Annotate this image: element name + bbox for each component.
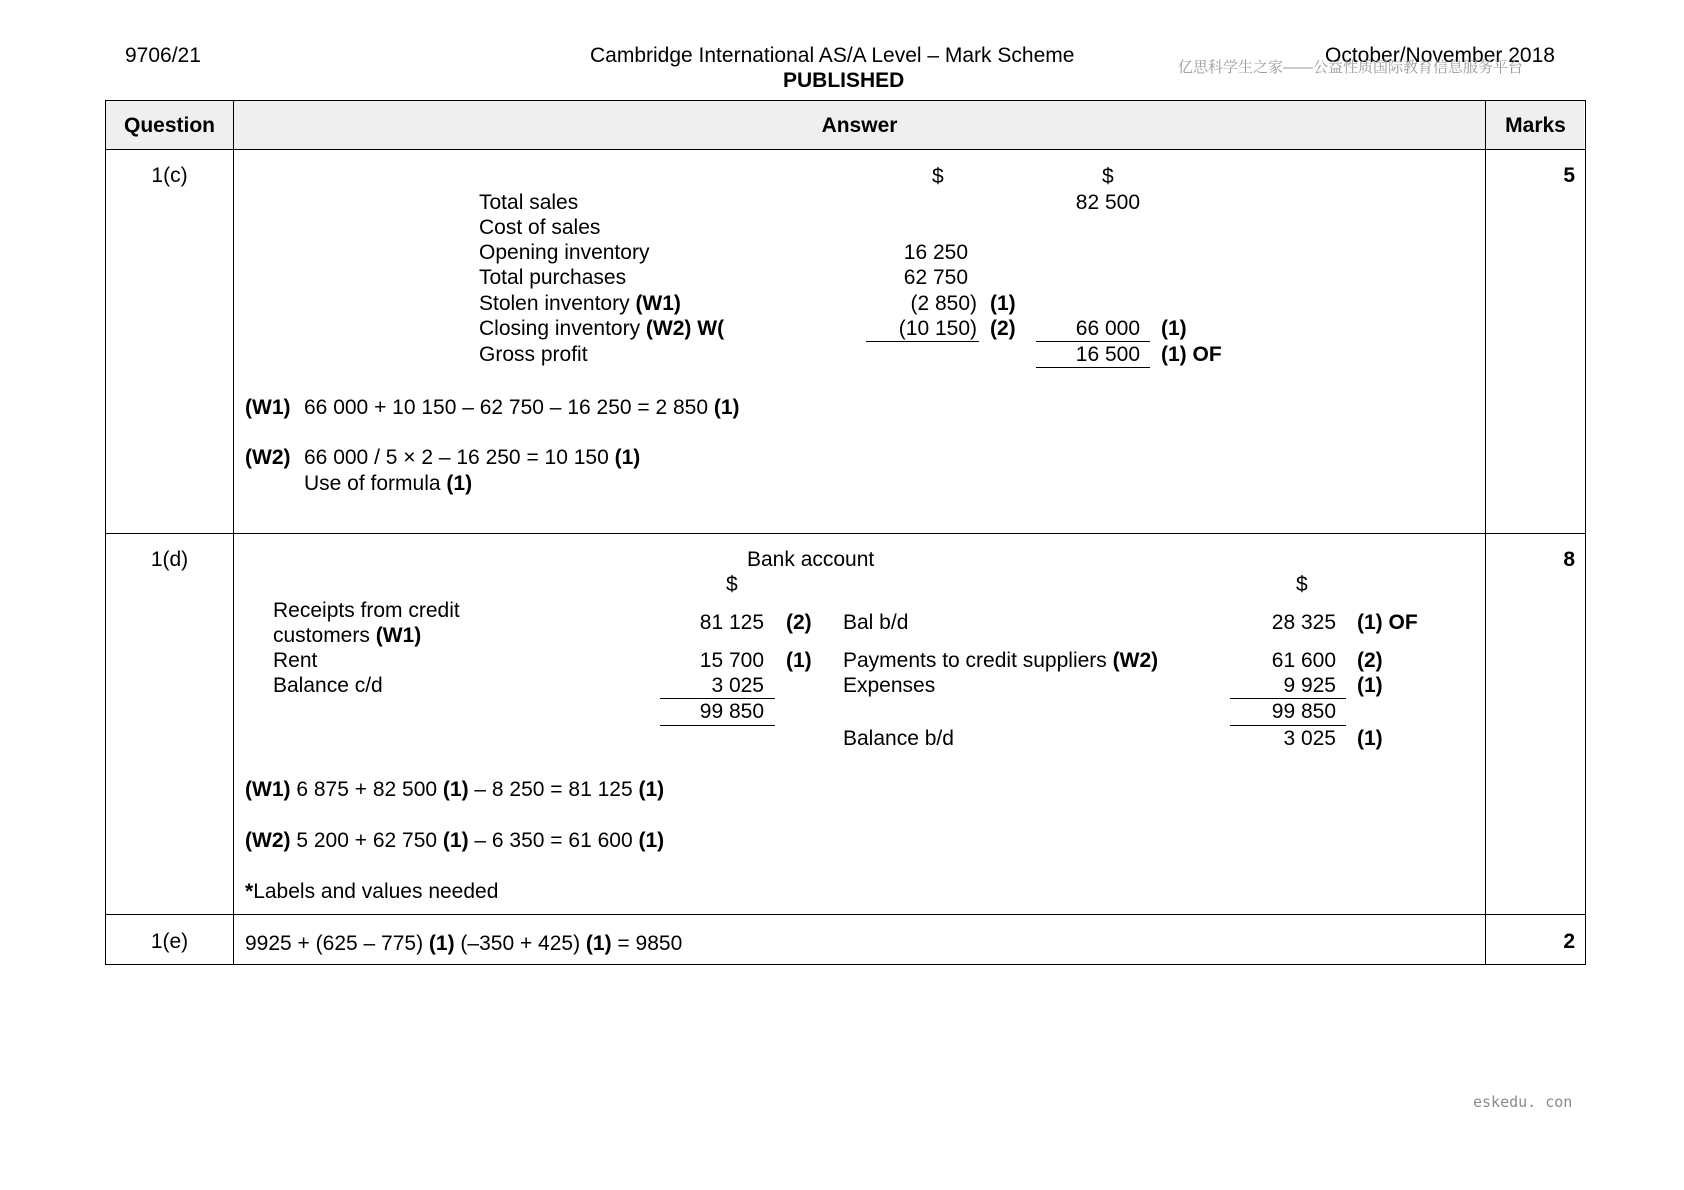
mark: (1) OF bbox=[1161, 343, 1222, 366]
working-w2: 66 000 / 5 × 2 – 16 250 = 10 150 (1) bbox=[304, 446, 641, 469]
label-stolen-inventory: Stolen inventory (W1) bbox=[479, 292, 681, 315]
mark: (1) bbox=[990, 292, 1016, 315]
underline bbox=[1036, 367, 1150, 368]
dollar-header: $ bbox=[1296, 573, 1308, 596]
column-header-marks: Marks bbox=[1505, 114, 1566, 137]
working-w1: (W1) 6 875 + 82 500 (1) – 8 250 = 81 125 (1) bbox=[245, 778, 665, 801]
underline bbox=[660, 725, 775, 726]
watermark-text: 亿思科学生之家——公益性质国际教育信息服务平台 bbox=[1178, 59, 1524, 76]
mark: (1) OF bbox=[1357, 611, 1418, 634]
value-balance-bd: 3 025 bbox=[1283, 727, 1336, 750]
value-bal-bd: 28 325 bbox=[1271, 611, 1336, 634]
working-label: (W1) bbox=[245, 396, 291, 419]
dollar-header: $ bbox=[932, 165, 944, 188]
value-cost-of-sales: 66 000 bbox=[1075, 317, 1140, 340]
published-label: PUBLISHED bbox=[783, 69, 905, 92]
marks-value: 8 bbox=[1563, 548, 1575, 571]
value-closing-inventory: (10 150) bbox=[898, 317, 977, 340]
value-rent: 15 700 bbox=[699, 649, 764, 672]
paper-code: 9706/21 bbox=[125, 44, 201, 67]
dollar-header: $ bbox=[1102, 165, 1114, 188]
marks-value: 2 bbox=[1563, 930, 1575, 953]
label-total-purchases: Total purchases bbox=[479, 266, 627, 289]
account-title: Bank account bbox=[747, 548, 875, 571]
label-receipts: Receipts from credit bbox=[273, 599, 460, 622]
mark: (1) bbox=[1357, 727, 1383, 750]
working-w2: (W2) 5 200 + 62 750 (1) – 6 350 = 61 600 (1) bbox=[245, 829, 665, 852]
column-header-question: Question bbox=[123, 114, 215, 137]
value-expenses: 9 925 bbox=[1283, 674, 1336, 697]
exam-session: October/November 2018 bbox=[1325, 44, 1555, 67]
value-total-sales: 82 500 bbox=[1075, 191, 1140, 214]
value-opening-inventory: 16 250 bbox=[903, 241, 968, 264]
note-labels-values: *Labels and values needed bbox=[245, 880, 499, 903]
footer-site-text: eskedu. con bbox=[1473, 1093, 1573, 1111]
label-expenses: Expenses bbox=[843, 674, 936, 697]
label-balance-cd: Balance c/d bbox=[273, 674, 383, 697]
mark: (1) bbox=[1161, 317, 1187, 340]
value-balance-cd: 3 025 bbox=[711, 674, 764, 697]
label-payments-suppliers: Payments to credit suppliers (W2) bbox=[843, 649, 1159, 672]
mark: (2) bbox=[1357, 649, 1383, 672]
working-w2-formula: Use of formula (1) bbox=[304, 472, 473, 495]
mark: (1) bbox=[1357, 674, 1383, 697]
label-opening-inventory: Opening inventory bbox=[479, 241, 650, 264]
value-total-purchases: 62 750 bbox=[903, 266, 968, 289]
mark: (1) bbox=[786, 649, 812, 672]
label-rent: Rent bbox=[273, 649, 318, 672]
value-gross-profit: 16 500 bbox=[1075, 343, 1140, 366]
mark: (2) bbox=[990, 317, 1016, 340]
underline bbox=[866, 341, 979, 342]
value-receipts: 81 125 bbox=[699, 611, 764, 634]
value-left-total: 99 850 bbox=[699, 700, 764, 723]
mark: (2) bbox=[786, 611, 812, 634]
label-receipts-cont: customers (W1) bbox=[273, 624, 422, 647]
question-number: 1(d) bbox=[150, 548, 189, 571]
column-header-answer: Answer bbox=[821, 114, 898, 137]
value-payments-suppliers: 61 600 bbox=[1271, 649, 1336, 672]
question-number: 1(e) bbox=[150, 930, 189, 953]
document-title: Cambridge International AS/A Level – Mark Scheme bbox=[590, 44, 1075, 67]
working-label: (W2) bbox=[245, 446, 291, 469]
label-total-sales: Total sales bbox=[479, 191, 579, 214]
marks-value: 5 bbox=[1563, 164, 1575, 187]
value-stolen-inventory: (2 850) bbox=[910, 292, 977, 315]
label-closing-inventory: Closing inventory (W2) W( bbox=[479, 317, 725, 340]
value-right-total: 99 850 bbox=[1271, 700, 1336, 723]
question-number: 1(c) bbox=[151, 164, 188, 187]
working-w1: 66 000 + 10 150 – 62 750 – 16 250 = 2 850 (1) bbox=[304, 396, 740, 419]
label-gross-profit: Gross profit bbox=[479, 343, 588, 366]
dollar-header: $ bbox=[726, 573, 738, 596]
label-balance-bd: Balance b/d bbox=[843, 727, 954, 750]
answer-1e: 9925 + (625 – 775) (1) (–350 + 425) (1) = 9850 bbox=[245, 932, 683, 955]
label-bal-bd: Bal b/d bbox=[843, 611, 909, 634]
label-cost-of-sales: Cost of sales bbox=[479, 216, 601, 239]
